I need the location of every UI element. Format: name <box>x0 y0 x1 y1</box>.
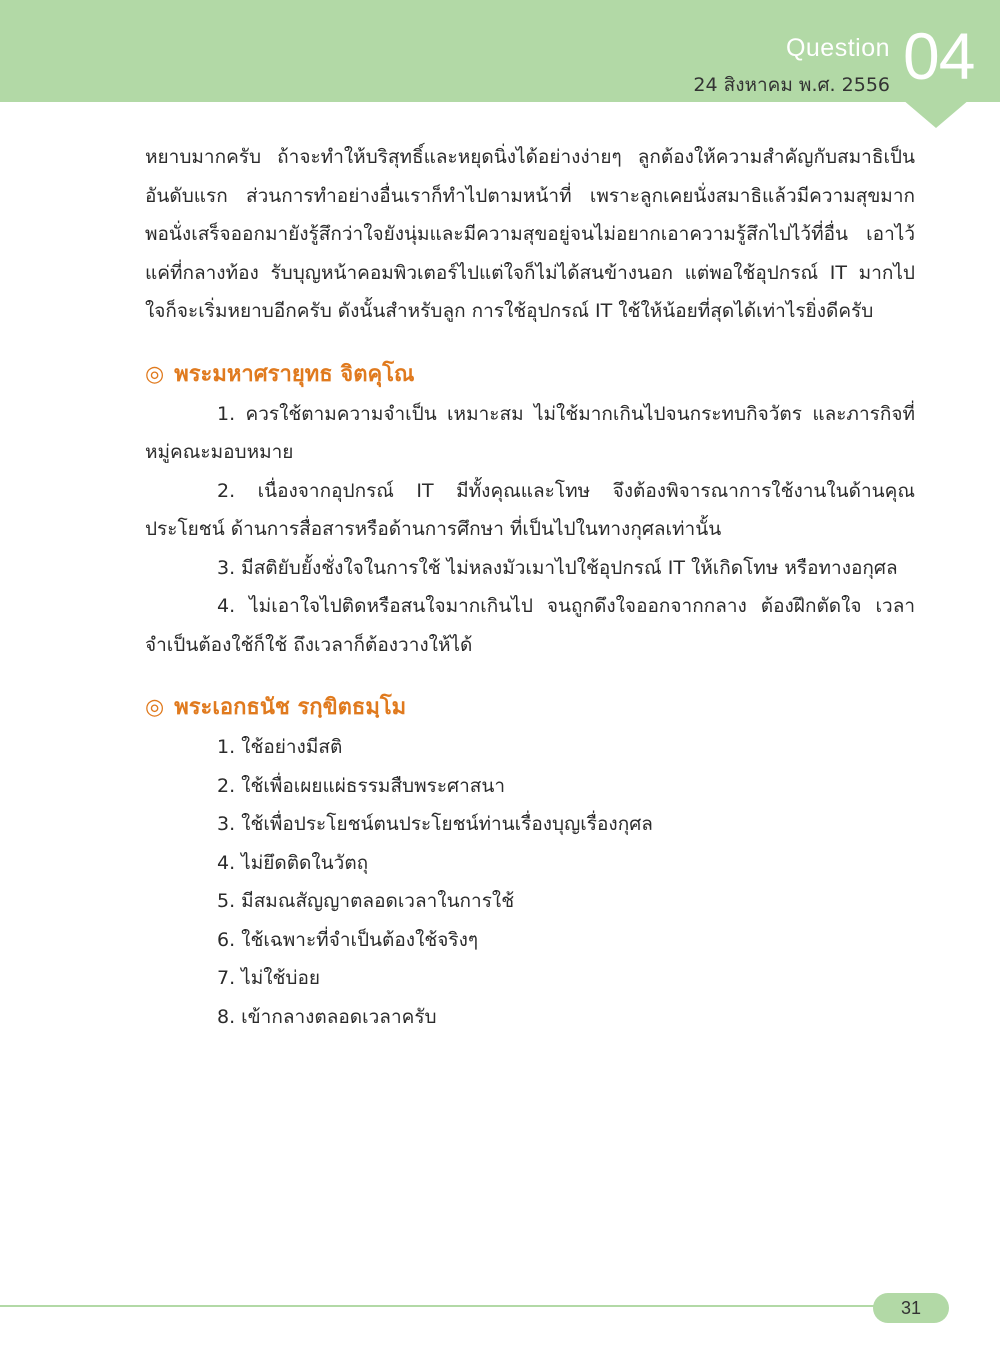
question-label: Question <box>785 34 890 62</box>
list-item: 4. ไม่เอาใจไปติดหรือสนใจมากเกินไป จนถูกดึงใจออกจากกลาง ต้องฝึกตัดใจ เวลาจำเป็นต้องใช้ก็ใช้ ถึงเวลาก็ต้องวางให้ได้ <box>145 595 915 656</box>
list-item: 1. ควรใช้ตามความจำเป็น เหมาะสม ไม่ใช้มากเกินไปจนกระทบกิจวัตร และภารกิจที่หมู่คณะมอบหมาย <box>145 402 915 463</box>
list-item: 2. เนื่องจากอุปกรณ์ IT มีทั้งคุณและโทษ จึงต้องพิจารณาการใช้งานในด้านคุณประโยชน์ ด้านการสื่อสารหรือด้านการศึกษา ที่เป็นไปในทางกุศลเท่านั้น <box>145 479 915 540</box>
section-heading <box>145 355 915 395</box>
question-number: 04 <box>903 19 975 93</box>
list-item: 1. ใช้อย่างมีสติ <box>217 736 343 758</box>
section-title: พระมหาศรายุทธ จิตคุโณ <box>174 361 415 387</box>
list-item: 6. ใช้เฉพาะที่จำเป็นต้องใช้จริงๆ <box>217 928 479 951</box>
section-2 <box>145 688 915 1036</box>
list-item: 5. มีสมณสัญญาตลอดเวลาในการใช้ <box>217 890 515 912</box>
question-date: 24 สิงหาคม พ.ศ. 2556 <box>693 74 890 96</box>
list-item: 4. ไม่ยึดติดในวัตถุ <box>217 851 369 874</box>
intro-paragraph: หยาบมากครับ ถ้าจะทำให้บริสุทธิ์และหยุดนิ่งได้อย่างง่ายๆ ลูกต้องให้ความสำคัญกับสมาธิเป็นอันดับแรก ส่วนการทำอย่างอื่นเราก็ทำไปตามหน้าที่ เพราะลูกเคยนั่งสมาธิแล้วมีความสุขมาก พอนั่งเสร็จออกมายังรู้สึกว่าใจยังนุ่มและมีความสุขอยู่จนไม่อยากเอาความรู้สึกไปไว้ที่อื่น เอาไว้แค่ที่กลางท้อง รับบุญหน้าคอมพิวเตอร์ไปแต่ใจก็ไม่ได้สนข้างนอก แต่พอใช้อุปกรณ์ IT มากไป ใจก็จะเริ่มหยาบอีกครับ ดังนั้นสำหรับลูก การใช้อุปกรณ์ IT ใช้ให้น้อยที่สุดได้เท่าไรยิ่งดีครับ <box>145 146 915 322</box>
bullet-icon: ◎ <box>145 361 165 387</box>
footer-divider <box>0 1305 890 1307</box>
page-number: 31 <box>873 1293 949 1323</box>
list-item: 3. ใช้เพื่อประโยชน์ตนประโยชน์ท่านเรื่องบุญเรื่องกุศล <box>217 813 653 835</box>
list-item: 8. เข้ากลางตลอดเวลาครับ <box>217 1005 437 1028</box>
list-item: 7. ไม่ใช้บ่อย <box>217 967 321 989</box>
list-item: 2. ใช้เพื่อเผยแผ่ธรรมสืบพระศาสนา <box>217 774 506 797</box>
bullet-icon: ◎ <box>145 695 165 720</box>
section-title: พระเอกธนัช รกฺขิตธมฺโม <box>174 695 407 720</box>
numbered-list <box>145 728 915 1036</box>
page-content <box>145 138 915 1036</box>
list-item: 3. มีสติยับยั้งชั่งใจในการใช้ ไม่หลงมัวเมาไปใช้อุปกรณ์ IT ให้เกิดโทษ หรือทางอกุศล <box>217 556 898 579</box>
section-heading <box>145 688 915 728</box>
section-1 <box>145 355 915 665</box>
